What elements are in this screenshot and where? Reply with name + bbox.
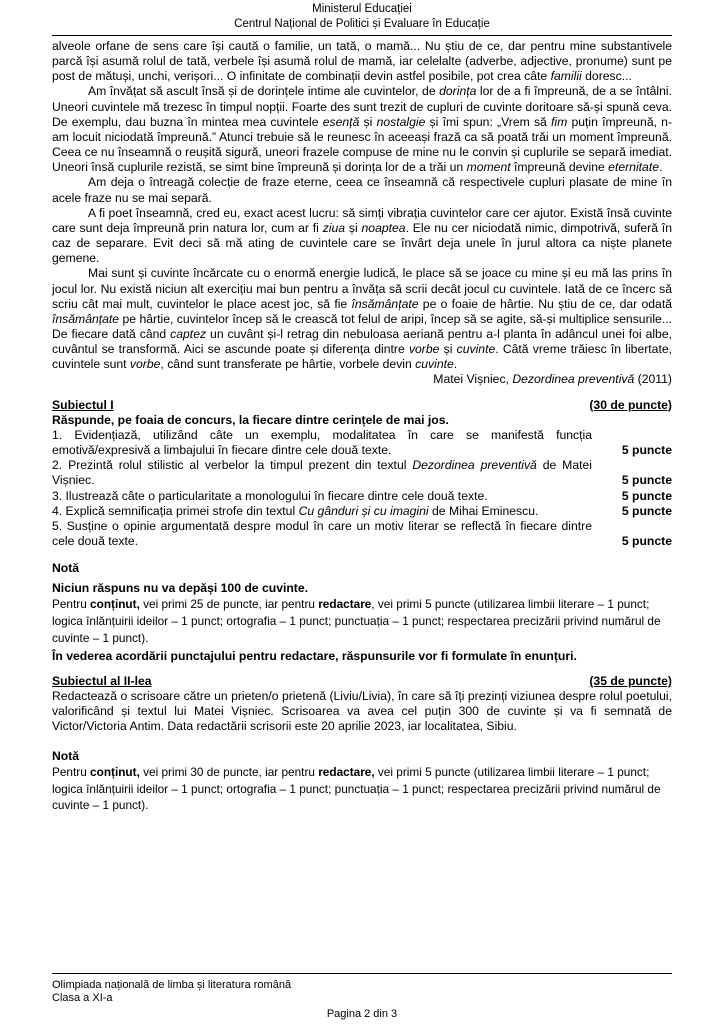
note-1-final: În vederea acordării punctajului pentru redactare, răspunsurile vor fi formulate în enunțuri.	[52, 648, 577, 663]
subject-2-heading	[52, 674, 672, 689]
footer-olympiad: Olimpiada națională de limba și literatura română	[52, 979, 292, 991]
subject-1-title: Subiectul I	[52, 397, 114, 412]
task-5: 5. Susține o opinie argumentată despre modul în care un motiv literar se reflectă în fiecare dintre cele două texte. 5 puncte	[52, 518, 672, 548]
subject-2-points: (35 de puncte)	[589, 674, 672, 689]
subject-1-heading	[52, 398, 672, 413]
task-4: 4. Explică semnificația primei strofe din textul Cu gânduri și cu imagini de Mihai Eminescu. 5 puncte	[52, 503, 672, 518]
footer-class: Clasa a XI-a	[52, 992, 113, 1004]
note-2-text: Pentru conținut, vei primi 30 de puncte, iar pentru redactare, vei primi 5 puncte (utilizarea limbii literare – 1 punct; logica înlănțuirii ideilor – 1 punct; ortografia – 1 punct; punctuația – 1 punct; respectarea precizării privind numărul de cuvinte – 1 punct).	[52, 764, 661, 813]
note-1-title: Notă	[52, 561, 80, 576]
page-footer	[52, 973, 672, 1005]
page-number: Pagina 2 din 3	[326, 1008, 398, 1020]
note-2-title: Notă	[52, 748, 80, 763]
task-points: 5 puncte	[621, 473, 672, 488]
note-1-limit: Niciun răspuns nu va depăși 100 de cuvinte.	[52, 581, 309, 596]
text-source: Matei Vișniec, Dezordinea preventivă (2011)	[433, 372, 672, 387]
text-paragraph-1: alveole orfane de sens care își caută o familie, un tată, o mamă... Nu știu de ce, dar pentru mine substantivele parcă își asumă rolul de tată, verbele își asumă rolul de mamă, iar celelalte (adverbe, adjective, pronume) sunt pe post de mătuși, unchi, verișori... O infinitate de combinații devin astfel posibile, pot crea câte familii doresc...	[52, 39, 672, 84]
task-2: 2. Prezintă rolul stilistic al verbelor la timpul prezent din textul Dezordinea preventivă de Matei Vișniec. 5 puncte	[52, 458, 672, 488]
task-points: 5 puncte	[621, 488, 672, 503]
subject-1-points: (30 de puncte)	[589, 397, 672, 412]
note-1-text: Pentru conținut, vei primi 25 de puncte, iar pentru redactare, vei primi 5 puncte (utilizarea limbii literare – 1 punct; logica înlănțuirii ideilor – 1 punct; ortografia – 1 punct; punctuația – 1 punct; respectarea precizării privind numărul de cuvinte – 1 punct).	[52, 597, 661, 646]
subject-2-text: Redactează o scrisoare către un prieten/o prietenă (Liviu/Livia), în care să îți prezinți viziunea despre rolul poetului, valorificând și textul lui Matei Vișniec. Scrisoarea va avea cel puțin 300 de cuvinte și va fi semnată de Victor/Victoria Antim. Data redactării scrisorii este 20 aprilie 2023, iar localitatea, Sibiu.	[52, 689, 672, 734]
center-name: Centrul Național de Politici și Evaluare în Educație	[234, 18, 490, 30]
text-paragraph-2: Am învățat să ascult însă și de dorințele intime ale cuvintelor, de dorința lor de a fi împreună, de a se întâlni. Uneori cuvintele mă trezesc în timpul nopții. Foarte des sunt trezit de cupluri de cuvinte doritoare să-și spună ceva. De exemplu, dau buzna în mintea mea cuvintele esență și nostalgie și îmi spun: „Vrem să fim puțin împreună, n-am locuit niciodată împreună.” Atunci trebuie să le reunesc în aceeași frază ca să poată trăi un moment împreună. Ceea ce nu înseamnă o reușită sigură, uneori frazele compuse de mine nu le convin și cuplurile se separă imediat. Uneori însă cuplurile rezistă, se simt bine împreună și dorința lor de a trăi un moment împreună devine eternitate.	[52, 84, 673, 175]
task-1: 1. Evidențiază, utilizând câte un exemplu, modalitatea în care se manifestă funcția emotivă/expresivă a limbajului în fiecare dintre cele două texte. 5 puncte	[52, 427, 672, 458]
text-paragraph-3: Am deja o întreagă colecție de fraze eterne, ceea ce înseamnă că respectivele cupluri plasate de mine în acele fraze nu se mai separă.	[52, 175, 672, 205]
text-paragraph-4: A fi poet înseamnă, cred eu, exact acest lucru: să simți vibrația cuvintelor care cer ajutor. Există însă cuvinte care sunt deja împreună prin natura lor, cum ar fi ziua și noaptea. Ele nu cer niciodată nimic, dimpotrivă, suferă în caz de separare. Evit deci să mă ating de cuvintele care se învârt deja unele în jurul altora ca niște planete gemene.	[52, 205, 672, 266]
task-points: 5 puncte	[621, 503, 672, 518]
task-points: 5 puncte	[621, 443, 672, 458]
text-paragraph-5: Mai sunt și cuvinte încărcate cu o enormă energie ludică, le place să se joace cu mine și eu mă las prins în jocul lor. Nu există niciun alt exercițiu mai bun pentru a învăța să scrii decât jocul cu cuvintele. Iată de ce încerc să scriu cât mai mult, cuvintelor le place acest joc, să fie însămânțate pe o foaie de hârtie. Nu știu de ce, dar odată însămânțate pe hârtie, cuvintelor încep să le crească tot felul de aripi, încep să se agite, să-și multiplice sensurile... De fiecare dată când captez un cuvânt și-l retrag din nebuloasa aeriană pentru a-l planta în adâncul unei foi albe, cuvântul se transformă. Aici se ascunde poate și diferența dintre vorbe și cuvinte. Câtă vreme trăiesc în libertate, cuvintele sunt vorbe, când sunt transferate pe hârtie, vorbele devin cuvinte.	[52, 266, 672, 372]
task-3: 3. Ilustrează câte o particularitate a monologului în fiecare dintre cele două texte. 5 puncte	[52, 488, 672, 503]
ministry-name: Ministerul Educației	[312, 3, 412, 15]
document-body	[52, 39, 672, 814]
page-header	[52, 2, 672, 36]
subject-2-title: Subiectul al II-lea	[52, 674, 152, 689]
subject-1-instruction: Răspunde, pe foaia de concurs, la fiecare dintre cerințele de mai jos.	[52, 412, 449, 427]
task-points: 5 puncte	[621, 534, 672, 548]
